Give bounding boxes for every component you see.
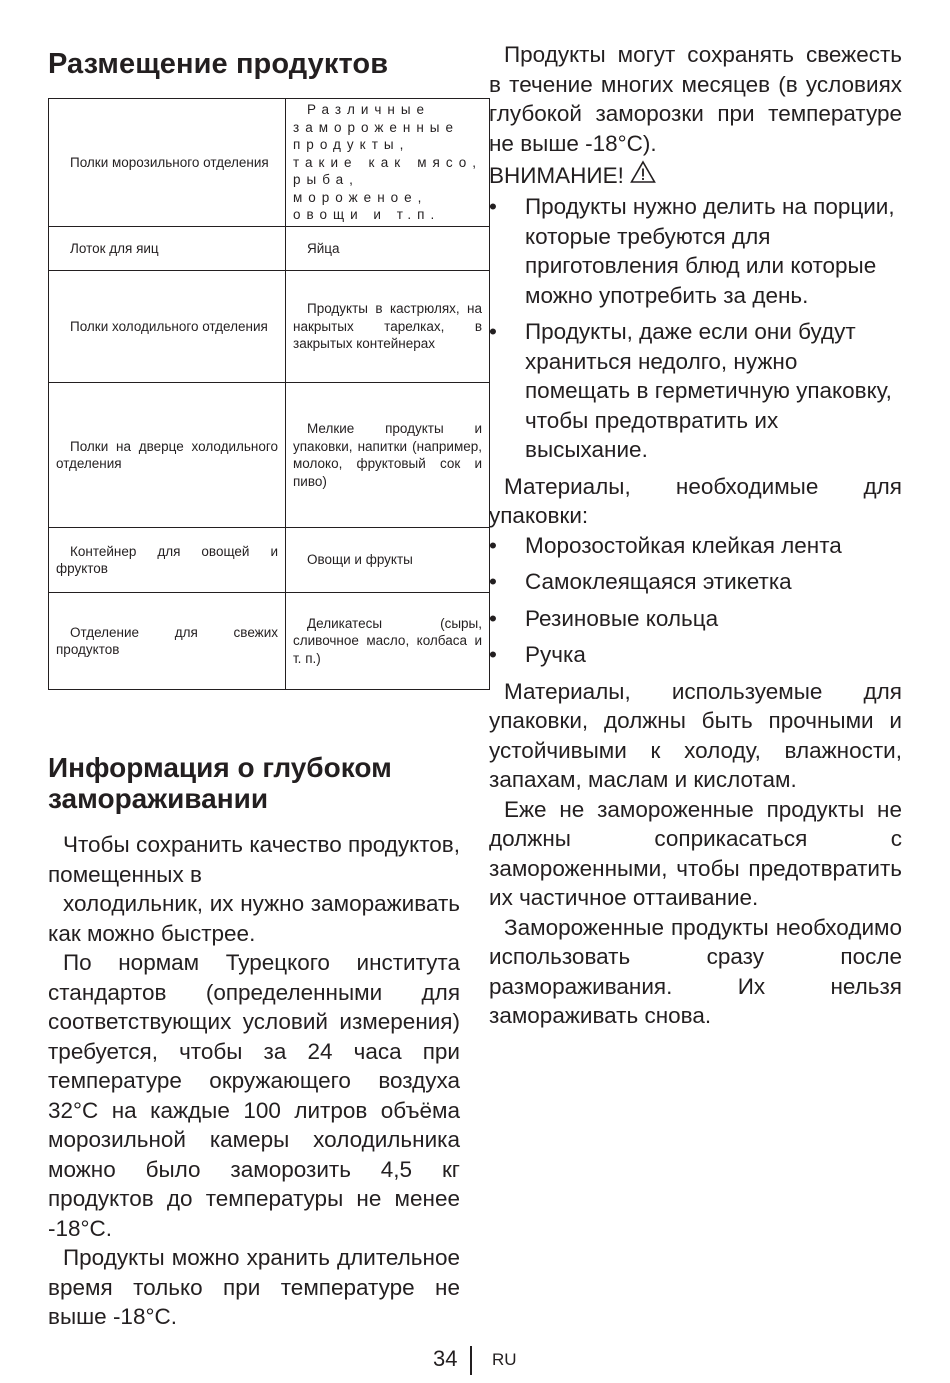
list-item: • Морозостойкая клейкая лента: [489, 532, 842, 558]
section-title-deep-freezing: Информация о глубоком замораживании: [48, 752, 392, 814]
table-cell-place: Отделение для свежих продуктов: [49, 593, 286, 690]
left-column: [48, 42, 482, 1332]
placement-table: [48, 98, 490, 690]
warning-list: [489, 192, 902, 465]
table-row: [49, 99, 490, 227]
table-row: [49, 227, 490, 271]
table-row: [49, 383, 490, 528]
paragraph-materials-intro: Материалы, необходимые для упаковки:: [489, 473, 902, 528]
table-cell-items: Деликатесы (сыры, сливочное масло, колбаса и т. п.): [286, 593, 490, 690]
section-title-placement: Размещение продуктов: [48, 48, 389, 80]
table-row: [49, 528, 490, 593]
paragraph-contact: Еже не замороженные продукты не должны соприкасаться с замороженными, чтобы предотвратить их частичное оттаивание.: [489, 796, 902, 910]
table-row: [49, 271, 490, 383]
table-cell-place: Полки холодильного отделения: [49, 271, 286, 383]
list-item: • Продукты, даже если они будут храниться недолго, нужно помещать в герметичную упаковку, чтобы предотвратить их высыхание.: [489, 319, 892, 462]
materials-list: [489, 531, 902, 670]
paragraph-freshness: Продукты могут сохранять свежесть в течение многих месяцев (в условиях глубокой заморозки при температуре не выше -18°C).: [489, 42, 902, 156]
list-item: • Ручка: [489, 642, 586, 667]
page-footer: [0, 1345, 950, 1375]
paragraph-quality: Чтобы сохранить качество продуктов, помещенных в: [48, 832, 460, 887]
table-cell-place: Лоток для яиц: [49, 227, 286, 271]
table-cell-items: Овощи и фрукты: [286, 528, 490, 593]
table-cell-items: Различные замороженные продукты, такие как мясо, рыба, мороженое, овощи и т.п.: [286, 99, 490, 227]
list-item: • Резиновые кольца: [489, 605, 719, 631]
table-row: [49, 593, 490, 690]
right-column: [489, 40, 902, 1031]
warning-label: ВНИМАНИЕ!: [489, 163, 624, 188]
paragraph-storage: Продукты можно хранить длительное время только при температуре не выше -18°C.: [48, 1245, 460, 1329]
table-cell-place: Полки морозильного отделения: [49, 99, 286, 227]
list-item: • Самоклеящаяся этикетка: [489, 569, 792, 594]
warning-triangle-icon: [630, 160, 656, 192]
table-cell-items: Продукты в кастрюлях, на накрытых тарелках, в закрытых контейнерах: [286, 271, 490, 383]
paragraph-standard: По нормам Турецкого института стандартов (определенными для соответствующих условий измерения) требуется, чтобы за 24 часа при температуре окружающего воздуха 32°C на каждые 100 литров объёма морозильной камеры холодильника можно было заморозить 4,5 кг продуктов до температуры не менее -18°C.: [48, 950, 460, 1241]
list-item: • Продукты нужно делить на порции, которые требуются для приготовления блюд или которые можно употребить за день.: [489, 194, 895, 308]
paragraph-thaw: Замороженные продукты необходимо использовать сразу после размораживания. Их нельзя замораживать снова.: [489, 914, 902, 1028]
language-code: RU: [492, 1350, 517, 1369]
paragraph-quality-cont: холодильник, их нужно замораживать как можно быстрее.: [48, 891, 460, 946]
table-cell-items: Яйца: [286, 227, 490, 271]
warning-heading: [489, 160, 902, 192]
table-cell-items: Мелкие продукты и упаковки, напитки (например, молоко, фруктовый сок и пиво): [286, 383, 490, 528]
paragraph-materials-requirements: Материалы, используемые для упаковки, должны быть прочными и устойчивыми к холоду, влажности, запахам, маслам и кислотам.: [489, 678, 902, 792]
footer-divider: [470, 1346, 472, 1375]
table-cell-place: Полки на дверце холодильного отделения: [49, 383, 286, 528]
table-cell-place: Контейнер для овощей и фруктов: [49, 528, 286, 593]
page-number: 34: [433, 1346, 458, 1371]
